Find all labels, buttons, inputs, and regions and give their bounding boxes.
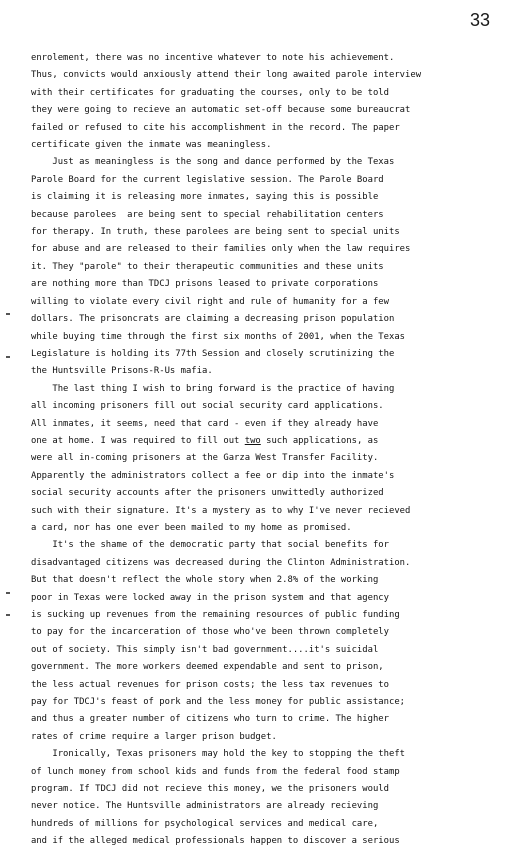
- text-line: to pay for the incarceration of those who've been thrown completely: [31, 627, 389, 638]
- text-line: government. The more workers deemed expendable and sent to prison,: [31, 662, 384, 673]
- page-number: 33: [470, 10, 491, 30]
- underlined-word: two: [244, 435, 261, 446]
- text-line: Ironically, Texas prisoners may hold the key to stopping the theft: [31, 749, 406, 760]
- text-line: they were going to recieve an automatic set-off because some bureaucrat: [31, 105, 411, 116]
- text-line: Just as meaningless is the song and dance performed by the Texas: [31, 157, 395, 168]
- text-line: failed or refused to cite his accomplishment in the record. The paper: [31, 122, 400, 133]
- text-line: the less actual revenues for prison costs; the less tax revenues to: [31, 679, 389, 690]
- text-line: were all in-coming prisoners at the Garza West Transfer Facility.: [31, 453, 379, 464]
- text-line: [31, 433, 511, 450]
- text-segment: one at home. I was required to fill out: [31, 435, 245, 446]
- text-line: for abuse and are released to their families only when the law requires: [31, 244, 411, 255]
- text-line: program. If TDCJ did not recieve this money, we the prisoners would: [31, 784, 389, 795]
- text-line: such with their signature. It's a mystery as to why I've never recieved: [31, 505, 411, 516]
- text-line: of lunch money from school kids and funds from the federal food stamp: [31, 766, 400, 777]
- text-line: willing to violate every civil right and rule of humanity for a few: [31, 296, 389, 307]
- text-segment: such applications, as: [260, 435, 379, 446]
- text-line: Thus, convicts would anxiously attend their long awaited parole interview: [31, 70, 422, 81]
- margin-mark: [6, 592, 10, 594]
- body-text: [31, 50, 511, 851]
- text-line: for therapy. In truth, these parolees are being sent to special units: [31, 227, 400, 238]
- text-line: It's the shame of the democratic party that social benefits for: [31, 540, 389, 551]
- text-line: it. They "parole" to their therapeutic communities and these units: [31, 261, 384, 272]
- text-line: Legislature is holding its 77th Session and closely scrutinizing the: [31, 348, 395, 359]
- text-line: pay for TDCJ's feast of pork and the less money for public assistance;: [31, 697, 406, 708]
- text-line: certificate given the inmate was meaningless.: [31, 140, 272, 151]
- text-line: are nothing more than TDCJ prisons leased to private corporations: [31, 279, 379, 290]
- text-line: all incoming prisoners fill out social security card applications.: [31, 401, 384, 412]
- text-line: is claiming it is releasing more inmates, saying this is possible: [31, 192, 379, 203]
- text-line: and thus a greater number of citizens who turn to crime. The higher: [31, 714, 389, 725]
- text-line: because parolees are being sent to special rehabilitation centers: [31, 209, 384, 220]
- text-line: social security accounts after the prisoners unwittedly authorized: [31, 488, 384, 499]
- text-line: The last thing I wish to bring forward is the practice of having: [31, 383, 395, 394]
- margin-mark: [6, 356, 10, 358]
- text-line: enrolement, there was no incentive whatever to note his achievement.: [31, 53, 395, 63]
- text-line: the Huntsville Prisons-R-Us mafia.: [31, 366, 213, 377]
- text-line: while buying time through the first six months of 2001, when the Texas: [31, 331, 406, 342]
- text-line: Apparently the administrators collect a fee or dip into the inmate's: [31, 470, 395, 481]
- text-line: out of society. This simply isn't bad government....it's suicidal: [31, 644, 379, 655]
- text-line: a card, nor has one ever been mailed to my home as promised.: [31, 522, 352, 533]
- text-line: hundreds of millions for psychological services and medical care,: [31, 818, 379, 829]
- text-line: is sucking up revenues from the remaining resources of public funding: [31, 610, 400, 620]
- text-line: never notice. The Huntsville administrators are already recieving: [31, 801, 379, 812]
- text-line: disadvantaged citizens was decreased during the Clinton Administration.: [31, 557, 411, 568]
- text-line: and if the alleged medical professionals happen to discover a serious: [31, 836, 400, 847]
- margin-mark: [6, 614, 10, 616]
- margin-mark: [6, 313, 10, 315]
- text-line: poor in Texas were locked away in the prison system and that agency: [31, 592, 389, 603]
- text-line: But that doesn't reflect the whole story when 2.8% of the working: [31, 575, 379, 586]
- text-line: Parole Board for the current legislative session. The Parole Board: [31, 174, 384, 185]
- text-line: rates of crime require a larger prison budget.: [31, 731, 277, 742]
- text-line: with their certificates for graduating the courses, only to be told: [31, 87, 389, 98]
- text-line: dollars. The prisoncrats are claiming a decreasing prison population: [31, 314, 395, 325]
- text-line: All inmates, it seems, need that card - even if they already have: [31, 418, 379, 429]
